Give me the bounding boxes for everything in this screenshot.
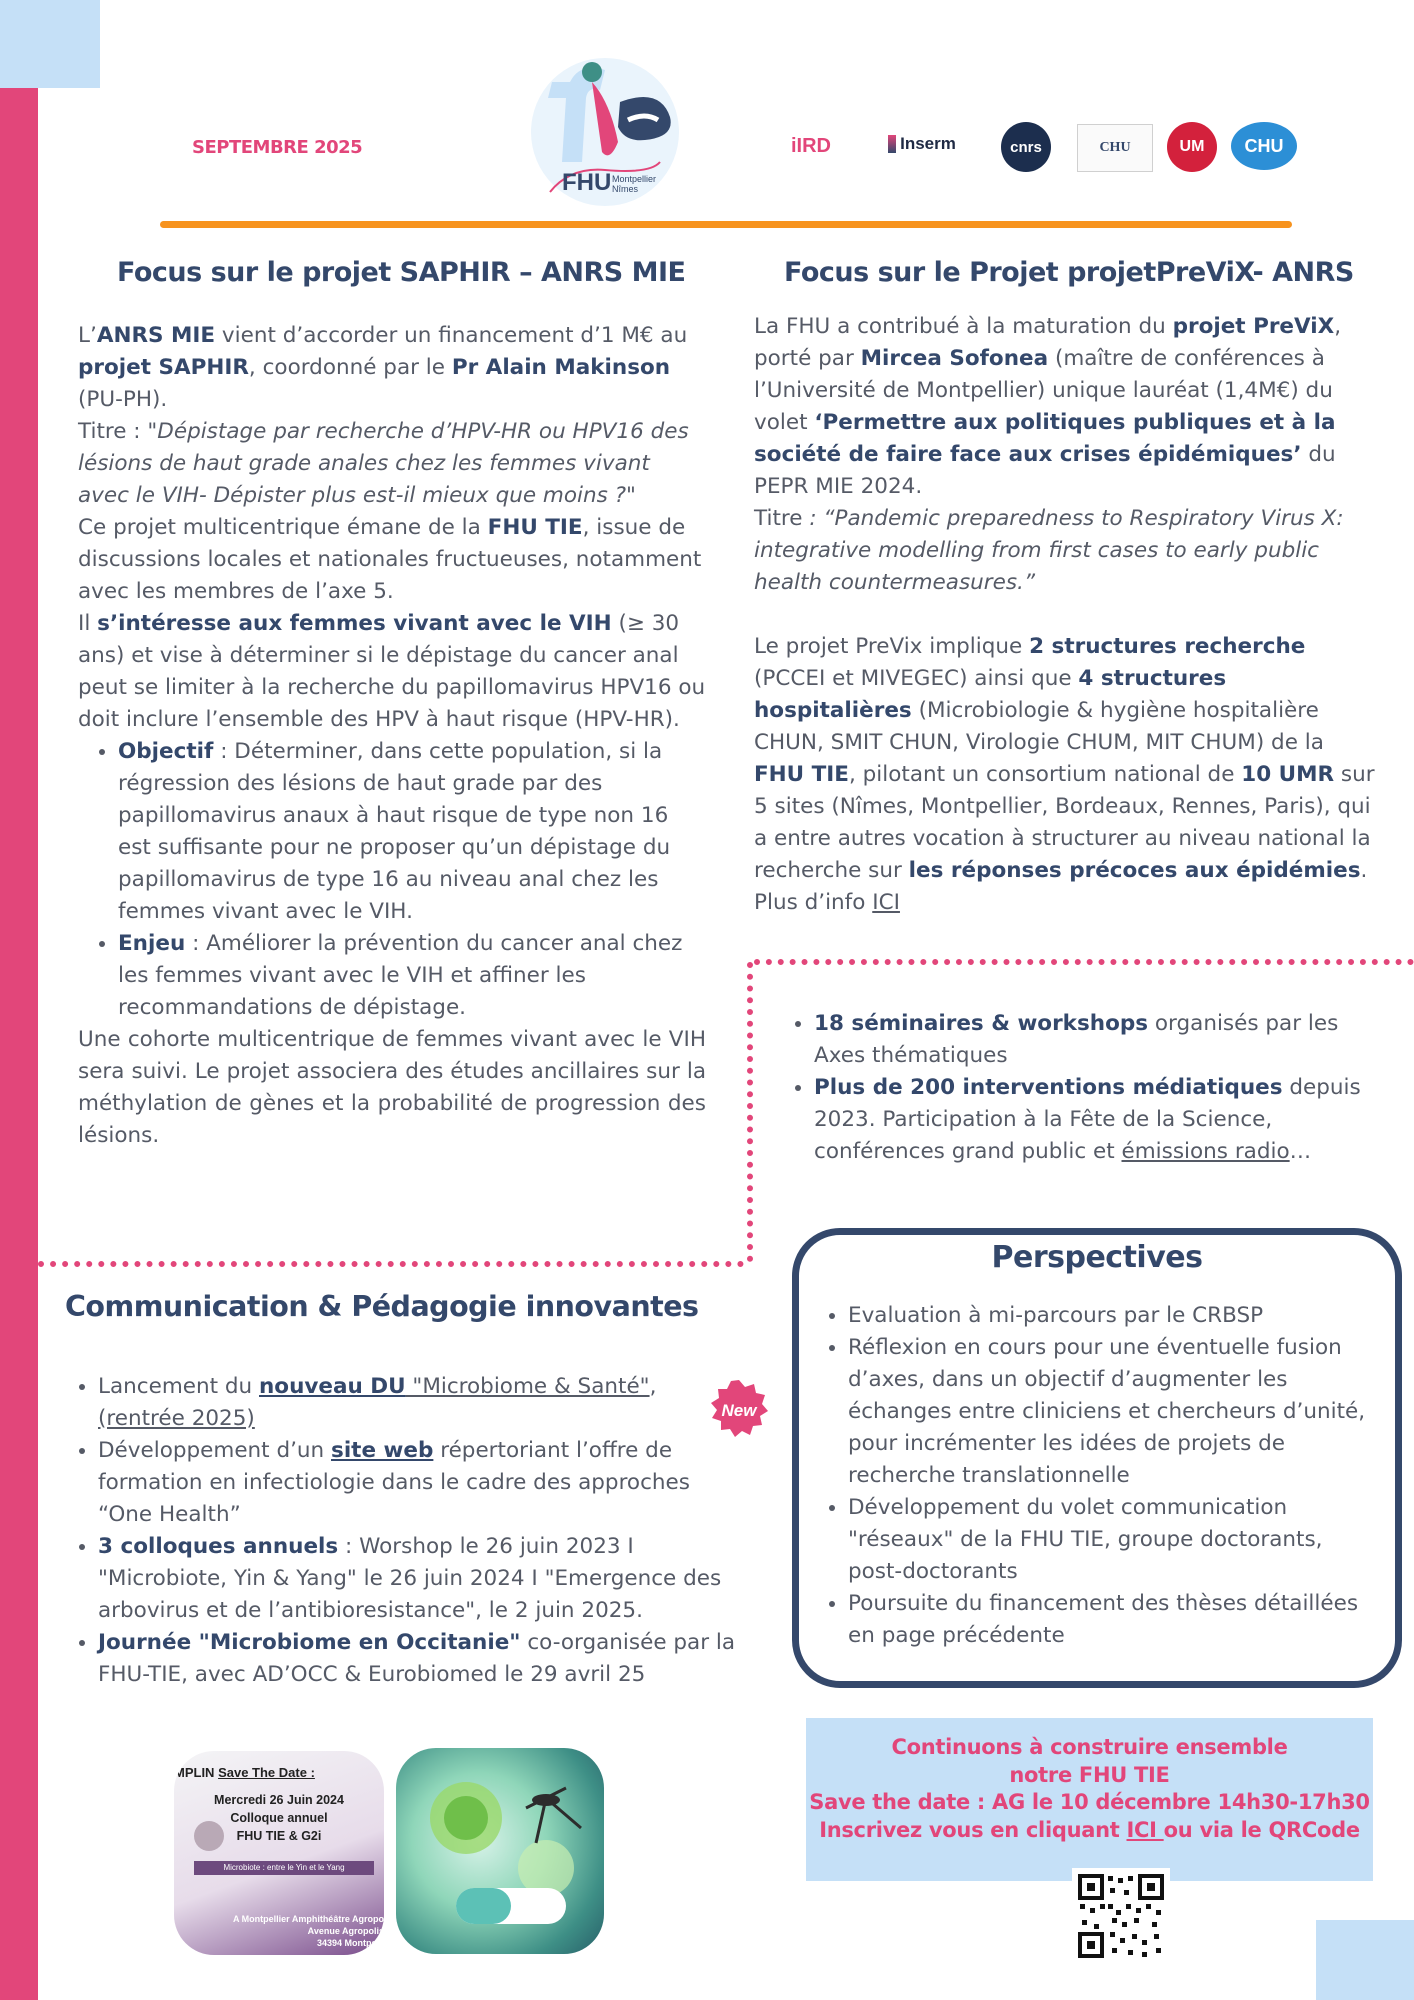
microbiome-illustration-image (396, 1748, 604, 1954)
issue-date: SEPTEMBRE 2025 (192, 137, 363, 158)
corner-decoration-bottom-right (1316, 1920, 1414, 2000)
site-web-link[interactable]: site web (331, 1438, 434, 1463)
saphir-body: L’ANRS MIE vient d’accorder un financement d’1 M€ au projet SAPHIR, coordonné par le Pr Alain Makinson (PU-PH). Titre : "Dépistage par recherche d’HPV-HR ou HPV16 des lésions de haut grade anales chez les femmes vivant avec le VIH- Dépister plus est-il mieux que moins ?" Ce projet multicentrique émane de la FHU TIE, issue de discussions locales et nationales fructueuses, notamment avec les membres de l’axe 5. Il s’intéresse aux femmes vivant avec le VIH (≥ 30 ans) et vise à déterminer si le dépistage du cancer anal peut se limiter à la recherche du papillomavirus HPV16 ou doit inclure l’ensemble des HPV à haut risque (HPV-HR). • Objectif : Déterminer, dans cette population, si la régression des lésions de haut grade par des papillomavirus anaux à haut risque de type non 16 est suffisante pour ne proposer qu’un dépistage du papillomavirus de type 16 au niveau anal chez les femmes vivant avec le VIH. • Enjeu : Améliorer la prévention du cancer anal chez les femmes vivant avec le VIH et affiner les recommandations de dépistage. Une cohorte multicentrique de femmes vivant avec le VIH sera suivi. Le projet associera des études ancillaires sur la méthylation de gènes et la probabilité de progression des lésions. (78, 320, 706, 1152)
list-item: • Enjeu : Améliorer la prévention du cancer anal chez les femmes vivant avec le VIH et affiner les recommandations de dépistage. (118, 928, 706, 1024)
fhu-tie-logo (510, 42, 700, 210)
svg-text:Nîmes: Nîmes (612, 184, 639, 194)
perspectives-list (808, 1300, 1380, 1652)
inserm-logo: Inserm (866, 124, 978, 164)
communication-list (58, 1371, 738, 1691)
list-item: • Journée "Microbiome en Occitanie" co-organisée par la FHU-TIE, avec AD’OCC & Eurobiomed le 29 avril 25 (98, 1627, 738, 1691)
saphir-title: Focus sur le projet SAPHIR – ANRS MIE (117, 257, 686, 288)
universite-montpellier-logo: UM (1167, 122, 1217, 172)
dotted-divider (38, 1261, 744, 1267)
ird-logo: i IRD (790, 134, 831, 157)
registration-qr-code[interactable] (1072, 1868, 1170, 1964)
perspectives-title: Perspectives (991, 1240, 1203, 1275)
fhu-logo-text: FHU (562, 169, 612, 196)
rentree-link[interactable]: (rentrée 2025) (98, 1406, 255, 1431)
svg-text:New: New (721, 1401, 757, 1420)
cnrs-logo: cnrs (1001, 122, 1051, 172)
new-badge (708, 1378, 770, 1440)
list-item: • Objectif : Déterminer, dans cette population, si la régression des lésions de haut grade par des papillomavirus anaux à haut risque de type non 16 est suffisante pour ne proposer qu’un dépistage du papillomavirus de type 16 au niveau anal chez les femmes vivant avec le VIH. (118, 736, 706, 928)
dotted-divider-vertical (747, 962, 753, 1262)
previx-more-info-link[interactable]: ICI (872, 890, 900, 915)
corner-decoration-top-left (0, 0, 100, 88)
list-item: • Développement du volet communication "réseaux" de la FHU TIE, groupe doctorants, post-doctorants (848, 1492, 1380, 1588)
list-item: • Poursuite du financement des thèses détaillées en page précédente (848, 1588, 1380, 1652)
side-accent-bar (0, 88, 38, 2000)
list-item: • 18 séminaires & workshops organisés par les Axes thématiques (814, 1008, 1384, 1072)
chu-nimes-logo: CHU (1077, 124, 1153, 172)
register-link[interactable]: ICI (1126, 1817, 1164, 1842)
svg-text:Montpellier: Montpellier (612, 174, 657, 184)
list-item: • Plus de 200 interventions médiatiques depuis 2023. Participation à la Fête de la Science, conférences grand public et émissions radio… (814, 1072, 1384, 1168)
colloque-poster-image: MPLIN Save The Date : Mercredi 26 Juin 2024 Colloque annuel FHU TIE & G2i Microbiote : entre le Yin et le Yang A Montpellier Amphithéâtre Agropo Avenue Agropolis 34394 Montpelli (174, 1751, 384, 1955)
list-item: • Développement d’un site web répertoriant l’offre de formation en infectiologie dans le cadre des approches “One Health” (98, 1435, 738, 1531)
du-link[interactable]: nouveau DU (259, 1374, 406, 1399)
list-item: • Lancement du nouveau DU "Microbiome & Santé", (rentrée 2025) (98, 1371, 738, 1435)
radio-link[interactable]: émissions radio (1121, 1139, 1290, 1164)
communication-title: Communication & Pédagogie innovantes (65, 1290, 699, 1323)
outreach-list (774, 1008, 1384, 1168)
previx-title: Focus sur le Projet projetPreViX- ANRS (784, 257, 1354, 288)
header-divider (160, 221, 1292, 228)
previx-body: La FHU a contribué à la maturation du projet PreViX, porté par Mircea Sofonea (maître de conférences à l’Université de Montpellier) unique lauréat (1,4M€) du volet ‘Permettre aux politiques publiques et à la société de faire face aux crises épidémiques’ du PEPR MIE 2024. Titre : “Pandemic preparedness to Respiratory Virus X: integrative modelling from first cases to early public health countermeasures.” Le projet PreVix implique 2 structures recherche (PCCEI et MIVEGEC) ainsi que 4 structures hospitalières (Microbiologie & hygiène hospitalière CHUN, SMIT CHUN, Virologie CHUM, MIT CHUM) de la FHU TIE, pilotant un consortium national de 10 UMR sur 5 sites (Nîmes, Montpellier, Bordeaux, Rennes, Paris), qui a entre autres vocation à structurer au niveau national la recherche sur les réponses précoces aux épidémies. Plus d’info ICI (754, 314, 1375, 915)
chu-montpellier-logo: CHU (1231, 122, 1297, 170)
list-item: • Evaluation à mi-parcours par le CRBSP (848, 1300, 1380, 1332)
save-the-date-callout: Continuons à construire ensemble notre FHU TIE Save the date : AG le 10 décembre 14h30-17h30 Inscrivez vous en cliquant ICI ou via le QRCode (806, 1718, 1373, 1881)
list-item: • Réflexion en cours pour une éventuelle fusion d’axes, dans un objectif d’augmenter les échanges entre cliniciens et chercheurs d’unité, pour incrémenter les idées de projets de recherche translationnelle (848, 1332, 1380, 1492)
du-name-link[interactable]: "Microbiome & Santé" (405, 1374, 650, 1399)
dotted-divider (754, 959, 1414, 965)
list-item: • 3 colloques annuels : Worshop le 26 juin 2023 I "Microbiote, Yin & Yang" le 26 juin 2024 I "Emergence des arbovirus et de l’antibioresistance", le 2 juin 2025. (98, 1531, 738, 1627)
